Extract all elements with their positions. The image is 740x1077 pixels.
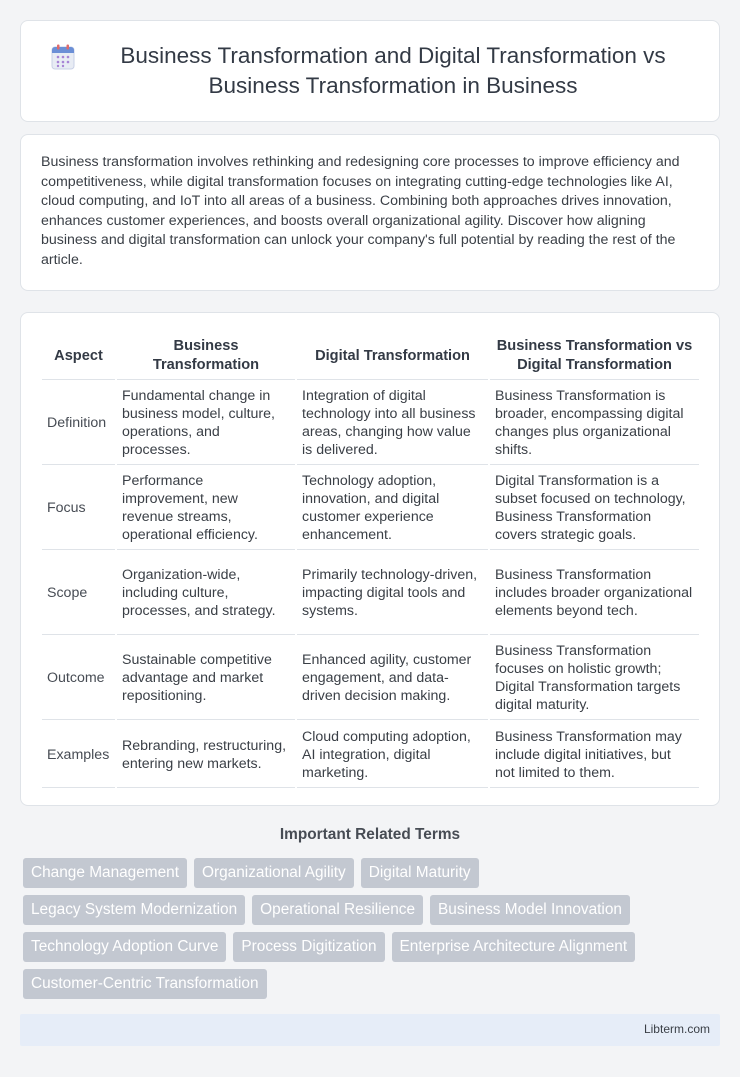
column-header: Business Transformation vs Digital Transformation bbox=[490, 333, 699, 380]
related-term-tag[interactable]: Enterprise Architecture Alignment bbox=[392, 932, 636, 962]
table-row bbox=[42, 382, 699, 465]
table-cell: Business Transformation is broader, encompassing digital changes plus organizational shifts. bbox=[490, 382, 699, 465]
table-cell: Integration of digital technology into all business areas, changing how value is delivered. bbox=[297, 382, 488, 465]
column-header: Digital Transformation bbox=[297, 333, 488, 380]
table-cell: Enhanced agility, customer engagement, and data-driven decision making. bbox=[297, 637, 488, 720]
aspect-cell: Definition bbox=[42, 382, 115, 465]
page-title: Business Transformation and Digital Transformation vs Business Transformation in Business bbox=[120, 43, 666, 98]
table-cell: Primarily technology-driven, impacting digital tools and systems. bbox=[297, 552, 488, 635]
footer bbox=[20, 1014, 720, 1046]
related-term-tag[interactable]: Customer-Centric Transformation bbox=[23, 969, 267, 999]
table-cell: Organization-wide, including culture, processes, and strategy. bbox=[117, 552, 295, 635]
footer-site-link[interactable]: Libterm.com bbox=[643, 1022, 710, 1036]
related-term-tag[interactable]: Operational Resilience bbox=[252, 895, 423, 925]
table-cell: Business Transformation focuses on holistic growth; Digital Transformation targets digital maturity. bbox=[490, 637, 699, 720]
related-terms-heading: Important Related Terms bbox=[279, 826, 461, 843]
aspect-cell: Outcome bbox=[42, 637, 115, 720]
table-cell: Digital Transformation is a subset focused on technology, Business Transformation covers strategic goals. bbox=[490, 467, 699, 550]
comparison-table bbox=[40, 331, 701, 790]
table-cell: Business Transformation includes broader organizational elements beyond tech. bbox=[490, 552, 699, 635]
table-cell: Fundamental change in business model, culture, operations, and processes. bbox=[117, 382, 295, 465]
table-row bbox=[42, 467, 699, 550]
comparison-card bbox=[20, 312, 720, 806]
related-term-tag[interactable]: Change Management bbox=[23, 858, 187, 888]
table-cell: Business Transformation may include digital initiatives, but not limited to them. bbox=[490, 722, 699, 788]
column-header: Aspect bbox=[42, 333, 115, 380]
intro-card bbox=[20, 134, 720, 291]
related-term-tag[interactable]: Legacy System Modernization bbox=[23, 895, 245, 925]
table-cell: Performance improvement, new revenue streams, operational efficiency. bbox=[117, 467, 295, 550]
aspect-cell: Scope bbox=[42, 552, 115, 635]
calendar-icon bbox=[51, 44, 75, 70]
title-row bbox=[21, 21, 719, 121]
intro-paragraph: Business transformation involves rethinking and redesigning core processes to improve efficiency and competitiveness, while digital transformation focuses on integrating cutting-edge technologies like AI, cloud computing, and IoT into all areas of a business. Combining both approaches drives innovation, enhances customer experiences, and boosts overall organizational agility. Discover how aligning business and digital transformation can unlock your company's full potential by reading the rest of the article. bbox=[41, 154, 680, 268]
related-term-tag[interactable]: Technology Adoption Curve bbox=[23, 932, 226, 962]
table-cell: Technology adoption, innovation, and digital customer experience enhancement. bbox=[297, 467, 488, 550]
title-card bbox=[20, 20, 720, 122]
table-cell: Sustainable competitive advantage and market repositioning. bbox=[117, 637, 295, 720]
related-terms-list bbox=[23, 858, 713, 1006]
related-term-tag[interactable]: Digital Maturity bbox=[361, 858, 479, 888]
aspect-cell: Examples bbox=[42, 722, 115, 788]
table-cell: Rebranding, restructuring, entering new markets. bbox=[117, 722, 295, 788]
related-term-tag[interactable]: Process Digitization bbox=[233, 932, 384, 962]
related-term-tag[interactable]: Business Model Innovation bbox=[430, 895, 630, 925]
table-row bbox=[42, 637, 699, 720]
related-term-tag[interactable]: Organizational Agility bbox=[194, 858, 354, 888]
aspect-cell: Focus bbox=[42, 467, 115, 550]
table-row bbox=[42, 722, 699, 788]
table-cell: Cloud computing adoption, AI integration, digital marketing. bbox=[297, 722, 488, 788]
table-row bbox=[42, 552, 699, 635]
column-header: Business Transformation bbox=[117, 333, 295, 380]
table-header-row bbox=[42, 333, 699, 380]
